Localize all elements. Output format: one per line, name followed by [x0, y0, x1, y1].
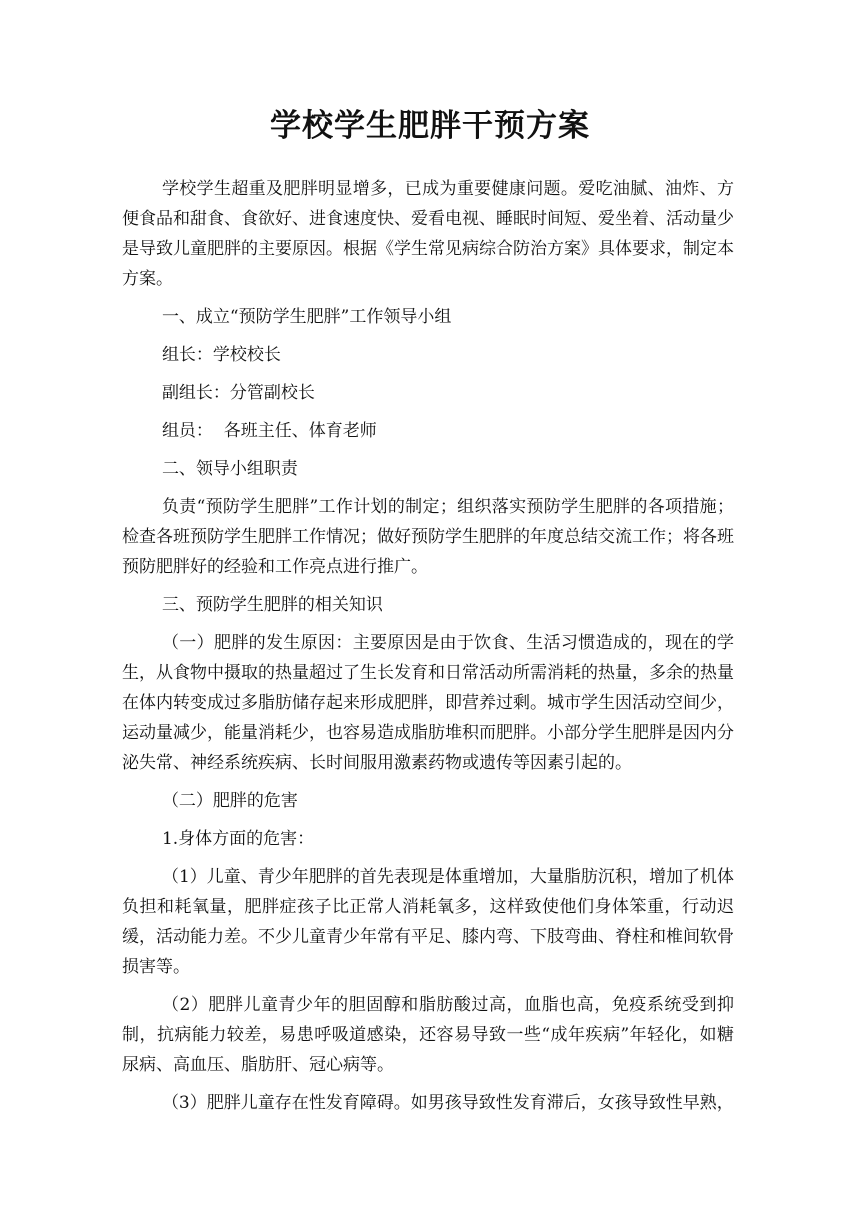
paragraph-harm-1: （1）儿童、青少年肥胖的首先表现是体重增加，大量脂肪沉积，增加了机体负担和耗氧量，肥胖症孩子比正常人消耗氧多，这样致使他们身体笨重，行动迟缓，活动能力差。不少儿童青少年常有平足、膝内弯、下肢弯曲、脊柱和椎间软骨损害等。: [122, 867, 734, 977]
section-heading-2: 二、领导小组职责: [161, 459, 298, 479]
team-leader-line: 组长：学校校长: [161, 345, 281, 365]
document-body: [122, 174, 734, 1126]
deputy-leader-line: 副组长：分管副校长: [161, 383, 315, 403]
paragraph-harm-3: （3）肥胖儿童存在性发育障碍。如男孩导致性发育滞后，女孩导致性早熟，: [161, 1093, 734, 1113]
subsection-harms: （二）肥胖的危害: [161, 791, 298, 811]
paragraph-intro: 学校学生超重及肥胖明显增多，已成为重要健康问题。爱吃油腻、油炸、方便食品和甜食、食欲好、进食速度快、爱看电视、睡眠时间短、爱坐着、活动量少是导致儿童肥胖的主要原因。根据《学生常见病综合防治方案》具体要求，制定本方案。: [122, 179, 734, 289]
document-title: 学校学生肥胖干预方案: [270, 108, 590, 144]
section-heading-1: 一、成立“预防学生肥胖”工作领导小组: [161, 307, 452, 327]
subsection-physical-harms: 1.身体方面的危害：: [161, 829, 315, 849]
paragraph-duties: 负责“预防学生肥胖”工作计划的制定；组织落实预防学生肥胖的各项措施；检查各班预防学生肥胖工作情况；做好预防学生肥胖的年度总结交流工作；将各班预防肥胖好的经验和工作亮点进行推广。: [122, 497, 734, 577]
members-line: 组员： 各班主任、体育老师: [161, 421, 377, 441]
paragraph-causes: （一）肥胖的发生原因：主要原因是由于饮食、生活习惯造成的，现在的学生，从食物中摄取的热量超过了生长发育和日常活动所需消耗的热量，多余的热量在体内转变成过多脂肪储存起来形成肥胖，即营养过剩。城市学生因活动空间少，运动量减少，能量消耗少，也容易造成脂肪堆积而肥胖。小部分学生肥胖是因内分泌失常、神经系统疾病、长时间服用激素药物或遗传等因素引起的。: [122, 633, 734, 773]
paragraph-harm-2: （2）肥胖儿童青少年的胆固醇和脂肪酸过高，血脂也高，免疫系统受到抑制，抗病能力较差，易患呼吸道感染，还容易导致一些“成年疾病”年轻化，如糖尿病、高血压、脂肪肝、冠心病等。: [122, 995, 734, 1075]
section-heading-3: 三、预防学生肥胖的相关知识: [161, 595, 383, 615]
